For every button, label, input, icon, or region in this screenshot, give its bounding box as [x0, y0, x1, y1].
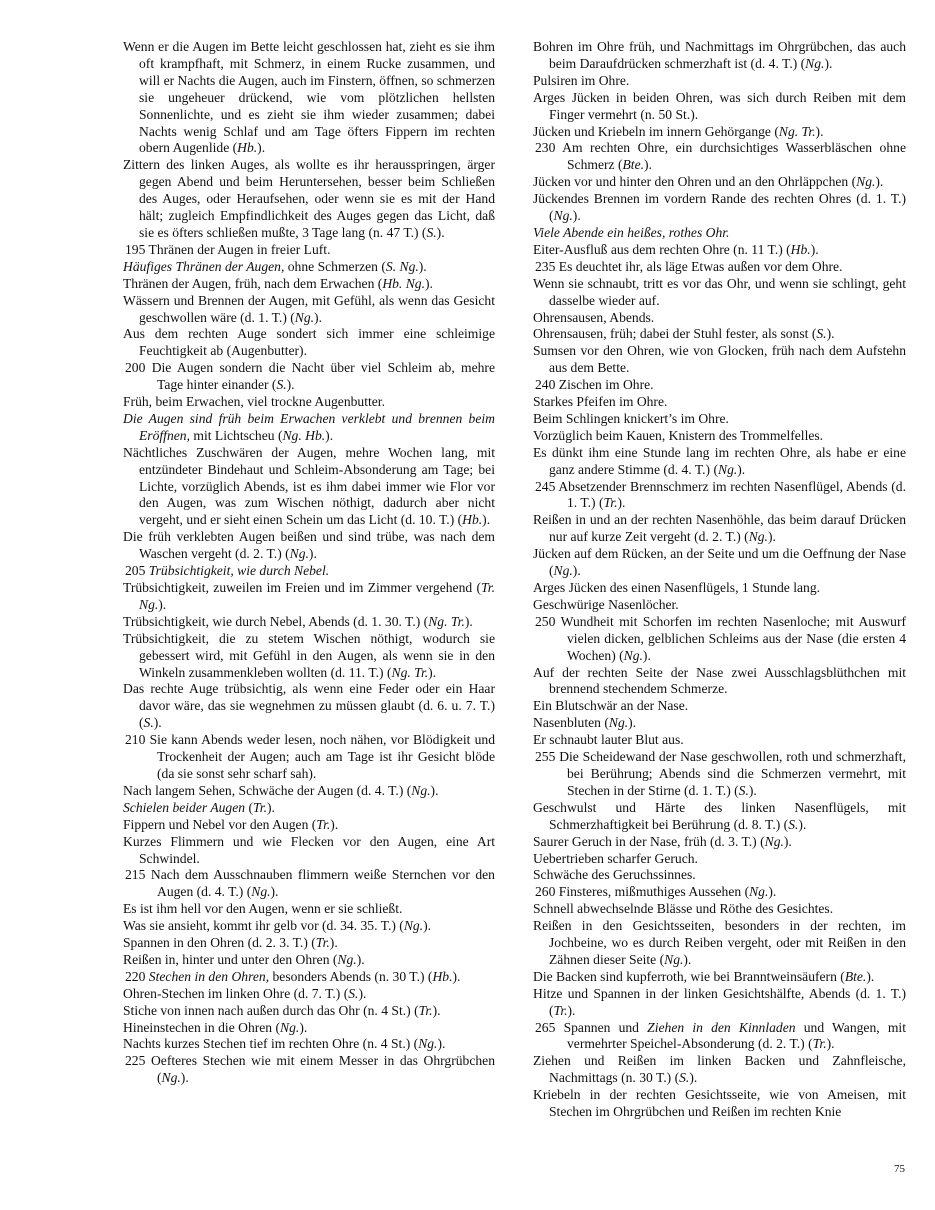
symptom-entry: [107, 411, 495, 445]
symptom-entry: [107, 445, 495, 530]
entry-text: Zischen im Ohre.: [558, 377, 654, 393]
entry-text: ).: [358, 985, 367, 1001]
italic-text: S.: [816, 326, 827, 342]
entry-text: Nach langem Sehen, Schwäche der Augen (d. 4. T.) (: [123, 782, 412, 798]
italic-text: Ng.: [161, 1070, 181, 1086]
entry-text: Hitze und Spannen in der linken Gesichtshälfte, Abends (d. 1. T.) (: [533, 985, 906, 1018]
entry-number: 235: [535, 258, 556, 274]
entry-text: ).: [425, 275, 433, 291]
entry-text: ).: [810, 241, 819, 257]
symptom-entry: [107, 986, 495, 1003]
symptom-entry: [517, 665, 906, 699]
symptom-entry: [107, 783, 495, 800]
entry-number: 265: [535, 1019, 556, 1035]
entry-text: ).: [783, 833, 792, 849]
symptom-entry: [107, 39, 495, 157]
symptom-entry: [517, 901, 906, 918]
italic-text: Häufiges Thränen der Augen,: [123, 258, 285, 274]
symptom-entry: [107, 1036, 495, 1053]
symptom-entry: [517, 800, 906, 834]
italic-text: Ng.: [553, 208, 573, 224]
symptom-entry: [517, 732, 906, 749]
entry-text: Trübsichtigkeit, wie durch Nebel, Abends (d. 1. 30. T.) (: [123, 613, 429, 629]
italic-text: Schielen beider Augen: [123, 799, 246, 815]
entry-text: ).: [436, 224, 445, 240]
italic-text: S.: [788, 816, 799, 832]
italic-text: Trübsichtigkeit, wie durch Nebel.: [148, 563, 330, 579]
italic-text: Tr.: [253, 799, 267, 815]
entry-text: Nächtliches Zuschwären der Augen, mehre Wochen lang, mit entzündeter Bindehaut und Schleim-Absonderung am Tage; bei Lichte, vorzüglich Abends, ist es ihm dabei immer wie Flor vor den Augen, was zum Wischen nöthigt, dadurch aber nicht vergeht, und er sieht einen Schein um das Licht (d. 10. T.) (: [123, 444, 495, 528]
entry-text: ).: [815, 123, 824, 139]
symptom-entry: [107, 969, 495, 986]
entry-text: Absetzender Brennschmerz im rechten Nasenflügel, Abends (d. 1. T.) (: [558, 478, 906, 511]
entry-text: ).: [286, 377, 295, 393]
entry-number: 245: [535, 478, 556, 494]
italic-text: Die Augen sind früh beim Erwachen verklebt und brennen beim Eröffnen,: [123, 410, 495, 443]
entry-text: Vorzüglich beim Kauen, Knistern des Trommelfelles.: [533, 427, 824, 443]
italic-text: Ng.: [418, 1036, 438, 1052]
entry-text: Wenn er die Augen im Bette leicht geschlossen hat, zieht es sie ihm oft krampfhaft, mit Schmerz, in einem Rucke zusammen, und will er Nachts die Augen, auch im Finstern, öffnen, so schmerzen sie ungeheuer drückend, wie vom plötzlichen hellsten Sonnenlichte, und es zieht sie ihm wieder zusammen; dabei Nachts wenig Schlaf und am Tage öfters Fippern im rechten obern Augenlide (: [123, 39, 495, 156]
entry-text: Es deuchtet ihr, als läge Etwas außen vor dem Ohre.: [558, 258, 843, 274]
entry-number: 225: [125, 1053, 146, 1069]
symptom-entry: [517, 73, 906, 90]
entry-text: Thränen der Augen in freier Luft.: [148, 241, 331, 257]
symptom-entry: [517, 884, 906, 901]
entry-text: ).: [572, 563, 581, 579]
entry-text: Arges Jücken in beiden Ohren, was sich durch Reiben mit dem Finger vermehrt (n. 50 St.).: [533, 89, 906, 122]
italic-text: Tr.: [418, 1002, 433, 1018]
entry-text: ).: [824, 55, 833, 71]
italic-text: Hb.: [790, 241, 811, 257]
entry-text: ).: [644, 157, 652, 173]
symptom-entry: [517, 614, 906, 665]
italic-text: S.: [738, 782, 749, 798]
symptom-entry: [107, 293, 495, 327]
symptom-entry: [517, 225, 906, 242]
entry-text: Trübsichtigkeit, zuweilen im Freien und im Zimmer vergehend (: [123, 580, 481, 595]
symptom-entry: [517, 580, 906, 597]
italic-text: Viele Abende ein heißes, rothes Ohr.: [533, 224, 730, 240]
entry-number: 255: [535, 749, 556, 765]
entry-text: Jücken und Kriebeln im innern Gehörgange (: [533, 123, 779, 139]
symptom-entry: [107, 1020, 495, 1037]
italic-text: Tr.: [553, 1002, 568, 1018]
symptom-entry: [517, 343, 906, 377]
symptom-entry: [107, 1003, 495, 1020]
entry-text: ).: [158, 596, 167, 612]
page-number: 75: [894, 1163, 905, 1175]
entry-text: ).: [768, 884, 777, 900]
entry-text: ).: [628, 715, 637, 731]
entry-number: 250: [535, 613, 556, 629]
entry-text: ).: [437, 1036, 446, 1052]
entry-text: Es dünkt ihm eine Stunde lang im rechten Ohre, als habe er eine ganz andere Stimme (d. 4. T.) (: [533, 444, 906, 477]
entry-text: ).: [428, 664, 437, 680]
symptom-entry: [517, 918, 906, 969]
entry-text: und Wangen, mit vermehrter Speichel-Absonderung (d. 2. T.) (: [567, 1019, 906, 1052]
italic-text: Ng.: [623, 647, 643, 663]
entry-text: Ohren-Stechen im linken Ohre (d. 7. T.) (: [123, 985, 349, 1001]
italic-text: Tr.: [603, 495, 618, 511]
entry-text: ).: [423, 918, 432, 934]
entry-text: Nach dem Ausschnauben flimmern weiße Sternchen vor den Augen (d. 4. T.) (: [150, 867, 495, 900]
symptom-entry: [517, 124, 906, 141]
entry-text: Am rechten Ohre, ein durchsichtiges Wasserbläschen ohne Schmerz (: [562, 140, 906, 173]
entry-text: ).: [432, 1002, 441, 1018]
italic-text: Ng.: [608, 715, 629, 731]
italic-text: S.: [348, 985, 359, 1001]
symptom-entry: [107, 867, 495, 901]
symptom-entry: [517, 276, 906, 310]
entry-text: Uebertrieben scharfer Geruch.: [533, 850, 698, 866]
symptom-entry: [517, 851, 906, 868]
entry-text: Schnell abwechselnde Blässe und Röthe des Gesichtes.: [533, 901, 834, 917]
entry-text: Geschwulst und Härte des linken Nasenflügels, mit Schmerzhaftigkeit bei Berührung (d. 8. T.) (: [533, 799, 906, 832]
entry-text: Finsteres, mißmuthiges Aussehen (: [558, 884, 750, 900]
entry-text: Reißen in und an der rechten Nasenhöhle, das beim darauf Drücken nur auf kurze Zeit vergeht (d. 2. T.) (: [533, 512, 906, 545]
entry-text: Ziehen und Reißen im linken Backen und Zahnfleische, Nachmittags (n. 30 T.) (: [533, 1053, 906, 1086]
italic-text: Ng.: [664, 951, 684, 967]
entry-text: ).: [748, 782, 757, 798]
italic-text: Ziehen in den Kinnladen: [647, 1019, 796, 1035]
italic-text: Ng.: [553, 563, 573, 579]
symptom-entry: [107, 580, 495, 614]
italic-text: S.: [426, 224, 437, 240]
symptom-entry: [517, 428, 906, 445]
entry-text: Ohrensausen, Abends.: [533, 309, 655, 325]
entry-text: Starkes Pfeifen im Ohre.: [533, 394, 668, 410]
symptom-entry: [517, 445, 906, 479]
italic-text: Hb.: [432, 968, 453, 984]
entry-text: ).: [826, 326, 835, 342]
symptom-entry: [517, 1020, 906, 1054]
entry-number: 220: [125, 968, 146, 984]
symptom-entry: [517, 191, 906, 225]
italic-text: Hb.: [237, 140, 258, 156]
italic-text: Ng.: [251, 884, 271, 900]
italic-text: Tr.: [812, 1036, 827, 1052]
italic-text: S.: [679, 1070, 690, 1086]
symptom-entry: [517, 377, 906, 394]
entry-text: ).: [826, 1036, 835, 1052]
entry-text: Was sie ansieht, kommt ihr gelb vor (d. 34. 35. T.) (: [123, 918, 404, 934]
entry-text: ).: [866, 968, 875, 984]
entry-text: Reißen in, hinter und unter den Ohren (: [123, 951, 338, 967]
entry-text: Auf der rechten Seite der Nase zwei Ausschlagsblüthchen mit brennend stechendem Schmerze.: [533, 664, 906, 697]
entry-number: 200: [125, 360, 146, 376]
italic-text: Ng.: [294, 309, 315, 325]
entry-text: Kriebeln in der rechten Gesichtsseite, wie von Ameisen, mit Stechen im Ohrgrübchen und Reißen im rechten Knie: [533, 1087, 906, 1120]
entry-text: ).: [330, 816, 339, 832]
entry-text: Sumsen vor den Ohren, wie von Glocken, früh nach dem Aufstehn aus dem Bette.: [533, 343, 906, 376]
entry-text: Oefteres Stechen wie mit einem Messer in das Ohrgrübchen (: [150, 1053, 495, 1086]
symptom-entry: [107, 732, 495, 783]
symptom-entry: [107, 800, 495, 817]
entry-text: ).: [767, 529, 776, 545]
entry-text: ).: [418, 258, 427, 274]
entry-text: Hineinstechen in die Ohren (: [123, 1019, 281, 1035]
entry-text: ).: [299, 1019, 308, 1035]
symptom-entry: [107, 834, 495, 868]
entry-text: Die früh verklebten Augen beißen und sind trübe, was nach dem Waschen vergeht (d. 2. T.) (: [123, 529, 495, 562]
entry-text: ).: [356, 951, 365, 967]
entry-text: besonders Abends (n. 30 T.) (: [269, 968, 433, 984]
italic-text: Ng.: [280, 1019, 300, 1035]
symptom-entry: [107, 681, 495, 732]
symptom-entry: [517, 986, 906, 1020]
symptom-entry: [517, 749, 906, 800]
entry-text: ).: [617, 495, 626, 511]
entry-text: Wundheit mit Schorfen im rechten Nasenloche; mit Auswurf vielen dicken, gelblichen Schleims aus der Nase (die ersten 4 Wochen) (: [560, 613, 907, 663]
italic-text: Hb.: [462, 512, 483, 528]
symptom-entry: [517, 546, 906, 580]
symptom-entry: [107, 563, 495, 580]
symptom-entry: [107, 157, 495, 242]
entry-text: mit Lichtscheu (: [189, 427, 283, 443]
italic-text: Stechen in den Ohren,: [148, 968, 270, 984]
italic-text: Ng.: [403, 918, 424, 934]
entry-number: 215: [125, 867, 146, 883]
entry-text: Jücken vor und hinter den Ohren und an den Ohrläppchen (: [533, 174, 857, 190]
italic-text: S. Ng.: [385, 258, 419, 274]
italic-text: Bte.: [622, 157, 644, 173]
symptom-entry: [517, 259, 906, 276]
entry-text: ).: [452, 968, 461, 984]
italic-text: Ng. Hb.: [282, 427, 326, 443]
entry-text: Nachts kurzes Stechen tief im rechten Ohre (n. 4 St.) (: [123, 1036, 419, 1052]
entry-number: 210: [125, 732, 146, 748]
italic-text: Ng. Tr.: [778, 123, 816, 139]
entry-text: Trübsichtigkeit, die zu stetem Wischen nöthigt, wodurch sie gebessert wird, mit Gefühl in den Augen, als wenn sie in den Winkeln zusammenkleben wollten (d. 11. T.) (: [123, 630, 495, 680]
symptom-entry: [517, 867, 906, 884]
symptom-entry: [517, 715, 906, 732]
entry-text: Aus dem rechten Auge sondert sich immer eine schleimige Feuchtigkeit ab (Augenbutter).: [123, 326, 495, 359]
entry-text: ).: [314, 309, 322, 325]
italic-text: Ng.: [749, 884, 769, 900]
entry-number: 230: [535, 140, 556, 156]
symptom-entry: [517, 90, 906, 124]
entry-text: Ohrensausen, früh; dabei der Stuhl fester, als sonst (: [533, 326, 817, 342]
italic-text: Ng.: [289, 546, 309, 562]
entry-number: 240: [535, 377, 556, 393]
symptom-entry: [517, 140, 906, 174]
left-column: [107, 39, 495, 1087]
entry-text: Die Scheidewand der Nase geschwollen, roth und schmerzhaft, bei Berührung; Abends sind die Schmerzen vermehrt, mit Stechen in der Stirne (d. 1. T.) (: [559, 749, 906, 798]
symptom-entry: [107, 952, 495, 969]
entry-text: Kurzes Flimmern und wie Flecken vor den Augen, eine Art Schwindel.: [123, 833, 495, 866]
symptom-entry: [107, 918, 495, 935]
entry-text: ).: [737, 461, 746, 477]
entry-text: ).: [875, 174, 884, 190]
entry-text: Sie kann Abends weder lesen, noch nähen, vor Blödigkeit und Trockenheit der Augen; auch am Tage ist ihr Gesicht blöde (da sie sonst sehr scharf sah).: [149, 732, 495, 781]
entry-text: ).: [153, 715, 162, 731]
symptom-entry: [517, 39, 906, 73]
entry-text: ).: [267, 799, 275, 815]
entry-text: Beim Schlingen knickert’s im Ohre.: [533, 410, 729, 426]
entry-text: ).: [798, 816, 807, 832]
symptom-entry: [517, 310, 906, 327]
symptom-entry: [107, 259, 495, 276]
italic-text: S.: [143, 715, 154, 731]
symptom-entry: [107, 394, 495, 411]
entry-text: ).: [430, 782, 439, 798]
symptom-entry: [107, 901, 495, 918]
symptom-entry: [107, 360, 495, 394]
entry-text: ).: [270, 884, 279, 900]
entry-text: Früh, beim Erwachen, viel trockne Augenbutter.: [123, 394, 385, 410]
entry-text: ).: [482, 512, 491, 528]
entry-text: Die Augen sondern die Nacht über viel Schleim ab, mehre Tage hinter einander (: [151, 360, 495, 393]
entry-text: Jückendes Brennen im vordern Rande des rechten Ohres (d. 1. T.) (: [533, 191, 906, 224]
symptom-entry: [107, 614, 495, 631]
entry-text: Stiche von innen nach außen durch das Ohr (n. 4 St.) (: [123, 1002, 419, 1018]
entry-number: 195: [125, 241, 146, 257]
symptom-entry: [517, 242, 906, 259]
entry-text: Jücken auf dem Rücken, an der Seite und um die Oeffnung der Nase (: [533, 546, 906, 579]
entry-text: Geschwürige Nasenlöcher.: [533, 596, 679, 612]
entry-text: ).: [567, 1002, 576, 1018]
entry-text: Saurer Geruch in der Nase, früh (d. 3. T.) (: [533, 833, 765, 849]
italic-text: Tr.: [316, 816, 331, 832]
italic-text: Ng.: [337, 951, 357, 967]
symptom-entry: [107, 1053, 495, 1087]
entry-text: Arges Jücken des einen Nasenflügels, 1 Stunde lang.: [533, 580, 821, 595]
entry-text: Ein Blutschwär an der Nase.: [533, 698, 689, 714]
entry-text: Spannen und: [563, 1019, 648, 1035]
entry-text: ).: [308, 546, 317, 562]
symptom-entry: [517, 479, 906, 513]
entry-text: ).: [180, 1070, 189, 1086]
entry-text: Nasenbluten (: [533, 715, 609, 731]
symptom-entry: [517, 394, 906, 411]
entry-text: ohne Schmerzen (: [284, 258, 386, 274]
entry-text: Bohren im Ohre früh, und Nachmittags im Ohrgrübchen, das auch beim Daraufdrücken schmerzhaft ist (d. 4. T.) (: [533, 39, 906, 71]
entry-text: Die Backen sind kupferroth, wie bei Branntweinsäufern (: [533, 968, 845, 984]
italic-text: Ng.: [718, 461, 738, 477]
italic-text: Tr.: [315, 935, 330, 951]
entry-text: Das rechte Auge trübsichtig, als wenn eine Feder oder ein Haar davor wäre, das sie wegnehmen zu müssen glaubt (d. 6. u. 7. T.) (: [123, 681, 495, 731]
italic-text: S.: [276, 377, 287, 393]
entry-text: Pulsiren im Ohre.: [533, 72, 630, 88]
symptom-entry: [107, 817, 495, 834]
entry-text: Fippern und Nebel vor den Augen (: [123, 816, 317, 832]
symptom-entry: [107, 326, 495, 360]
entry-text: ).: [329, 935, 338, 951]
entry-text: ).: [572, 208, 581, 224]
entry-text: (: [245, 799, 253, 815]
symptom-entry: [107, 276, 495, 293]
entry-text: Spannen in den Ohren (d. 2. 3. T.) (: [123, 935, 316, 951]
italic-text: Ng.: [411, 782, 431, 798]
entry-text: ).: [325, 427, 334, 443]
entry-text: Wässern und Brennen der Augen, mit Gefühl, als wenn das Gesicht geschwollen wäre (d. 1. T.) (: [123, 292, 495, 325]
entry-text: Er schnaubt lauter Blut aus.: [533, 732, 684, 748]
entry-text: Wenn sie schnaubt, tritt es vor das Ohr, und wenn sie schlingt, geht dasselbe wieder auf.: [533, 275, 906, 308]
italic-text: Tr. Ng.: [139, 580, 495, 612]
italic-text: Ng.: [748, 529, 768, 545]
symptom-entry: [517, 1087, 906, 1121]
italic-text: Hb. Ng.: [382, 275, 425, 291]
italic-text: Ng. Tr.: [428, 613, 465, 629]
symptom-entry: [107, 631, 495, 682]
symptom-entry: [517, 411, 906, 428]
symptom-entry: [517, 698, 906, 715]
entry-text: ).: [257, 140, 266, 156]
italic-text: Bte.: [844, 968, 867, 984]
entry-text: Schwäche des Geruchssinnes.: [533, 867, 696, 883]
symptom-entry: [517, 1053, 906, 1087]
right-column: [517, 39, 906, 1121]
entry-text: ).: [464, 613, 473, 629]
entry-text: Reißen in den Gesichtsseiten, besonders in der rechten, im Jochbeine, wo es durch Reiben vergeht, oder mit Reißen in den Zähnen dieser Seite (: [533, 918, 906, 967]
entry-text: Thränen der Augen, früh, nach dem Erwachen (: [123, 275, 383, 291]
symptom-entry: [517, 326, 906, 343]
symptom-entry: [107, 935, 495, 952]
symptom-entry: [517, 969, 906, 986]
entry-text: ).: [642, 647, 651, 663]
entry-text: Eiter-Ausfluß aus dem rechten Ohre (n. 11 T.) (: [533, 241, 791, 257]
italic-text: Ng. Tr.: [391, 664, 429, 680]
symptom-entry: [517, 174, 906, 191]
symptom-entry: [517, 597, 906, 614]
italic-text: Ng.: [805, 55, 825, 71]
symptom-entry: [107, 529, 495, 563]
italic-text: Ng.: [856, 174, 876, 190]
entry-text: ).: [683, 951, 692, 967]
entry-text: ).: [689, 1070, 698, 1086]
symptom-entry: [517, 512, 906, 546]
entry-number: 205: [125, 563, 146, 579]
entry-text: Es ist ihm hell vor den Augen, wenn er sie schließt.: [123, 901, 403, 917]
italic-text: Ng.: [764, 833, 784, 849]
symptom-entry: [517, 834, 906, 851]
symptom-entry: [107, 242, 495, 259]
entry-number: 260: [535, 884, 556, 900]
entry-text: Zittern des linken Auges, als wollte es ihr herausspringen, ärger gegen Abend und beim Heruntersehen, besser beim Schließen des Auges, oder Heraufsehen, oder wenn sie es mit der Hand hält; zugleich Empfindlichkeit des Auges gegen das Licht, daß sie es öfters schließen mußte, 3 Tage lang (n. 47 T.) (: [123, 157, 495, 240]
